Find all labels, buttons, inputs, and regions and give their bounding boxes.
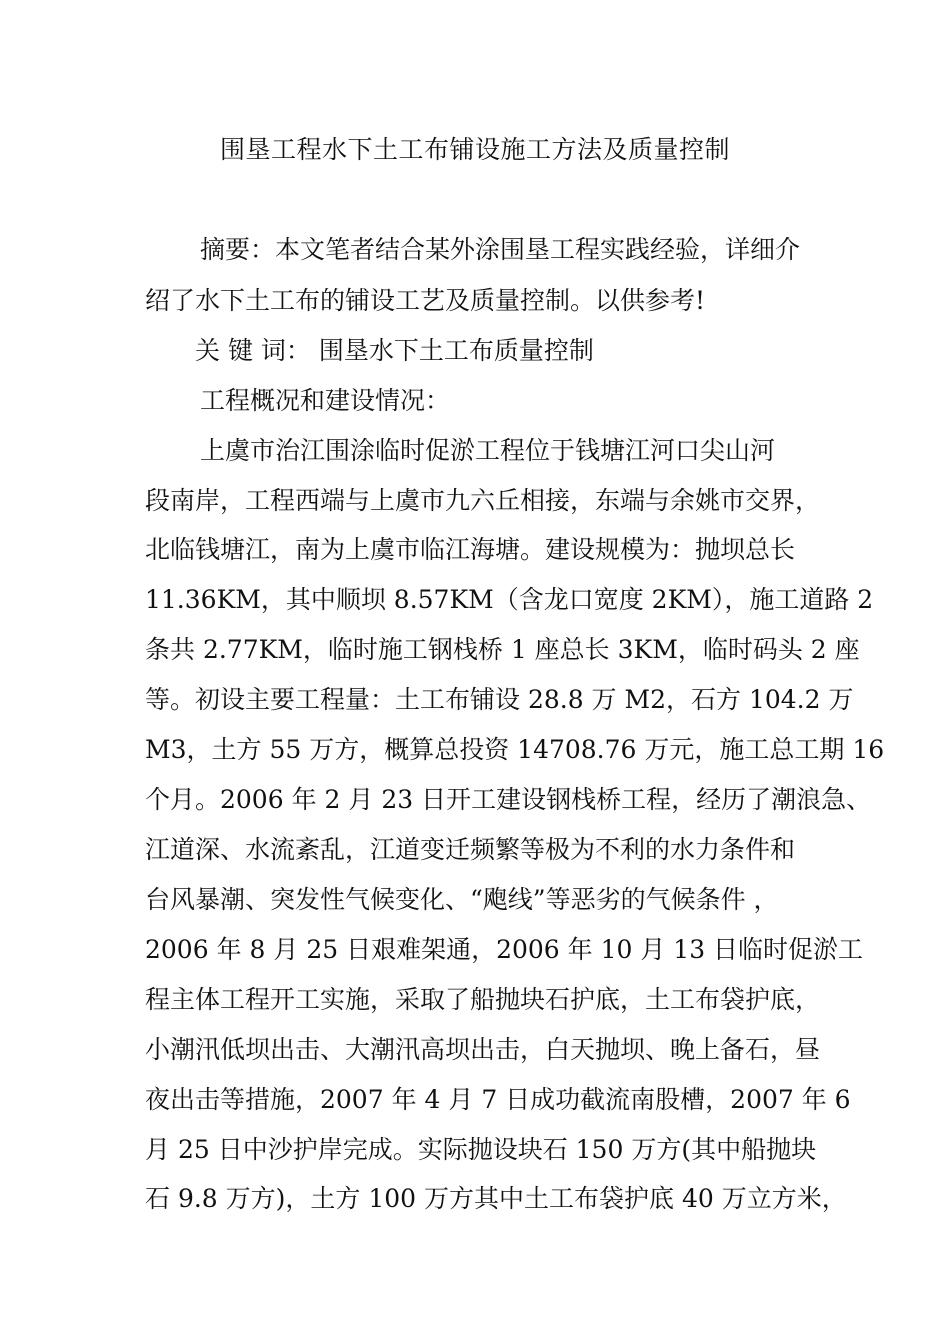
- body-line: 程主体工程开工实施，采取了船抛块石护底，土工布袋护底，: [145, 985, 821, 1014]
- abstract-line-1: 摘要：本文笔者结合某外涂围垦工程实践经验，详细介: [200, 235, 801, 264]
- body-line: 上虞市治江围涂临时促淤工程位于钱塘江河口尖山河: [200, 436, 776, 465]
- body-line: 台风暴潮、突发性气候变化、“飑线”等恶劣的气候条件 ，: [145, 885, 779, 914]
- section-heading: 工程概况和建设情况：: [200, 386, 451, 415]
- body-line: 个月。2006 年 2 月 23 日开工建设钢栈桥工程，经历了潮浪急、: [145, 785, 872, 814]
- body-line: M3，土方 55 万方，概算总投资 14708.76 万元，施工总工期 16: [145, 735, 885, 764]
- body-line: 小潮汛低坝出击、大潮汛高坝出击，白天抛坝、晚上备石，昼: [145, 1035, 821, 1064]
- body-line: 江道深、水流紊乱，江道变迁频繁等极为不利的水力条件和: [145, 835, 796, 864]
- body-line: 北临钱塘江，南为上虞市临江海塘。建设规模为：抛坝总长: [145, 535, 796, 564]
- body-line: 夜出击等措施，2007 年 4 月 7 日成功截流南股槽，2007 年 6: [145, 1085, 851, 1114]
- body-line: 2006 年 8 月 25 日艰难架通，2006 年 10 月 13 日临时促淤工: [145, 935, 864, 964]
- body-line: 11.36KM，其中顺坝 8.57KM（含龙口宽度 2KM），施工道路 2: [145, 585, 874, 614]
- body-line: 石 9.8 万方)，土方 100 万方其中土工布袋护底 40 万立方米，: [145, 1184, 847, 1213]
- body-line: 月 25 日中沙护岸完成。实际抛设块石 150 万方(其中船抛块: [145, 1135, 817, 1164]
- body-line: 条共 2.77KM，临时施工钢栈桥 1 座总长 3KM，临时码头 2 座: [145, 635, 860, 664]
- body-line: 等。初设主要工程量：土工布铺设 28.8 万 M2，石方 104.2 万: [145, 685, 854, 714]
- abstract-line-2: 绍了水下土工布的铺设工艺及质量控制。以供参考!: [145, 286, 706, 315]
- keywords-line: 关 键 词： 围垦水下土工布质量控制: [195, 336, 594, 365]
- document-title: 围垦工程水下土工布铺设施工方法及质量控制: [219, 135, 730, 164]
- body-line: 段南岸，工程西端与上虞市九六丘相接，东端与余姚市交界，: [145, 486, 821, 515]
